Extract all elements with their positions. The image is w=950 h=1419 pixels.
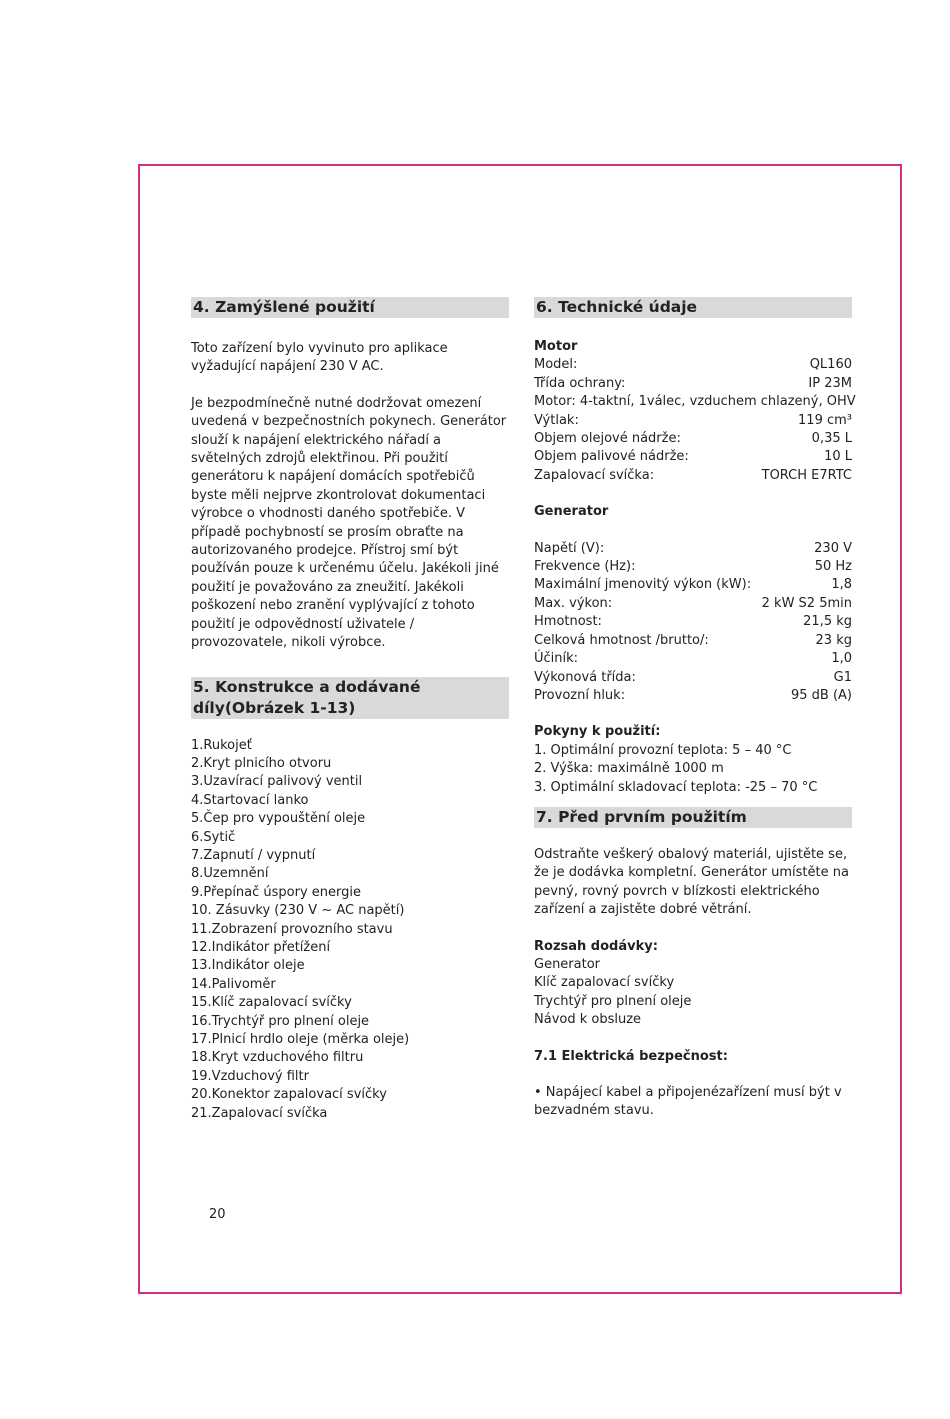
part-item: 21.Zapalovací svíčka: [191, 1105, 328, 1121]
part-item: 18.Kryt vzduchového filtru: [191, 1050, 364, 1066]
spec-row: [534, 650, 852, 668]
usage-list: [534, 742, 852, 797]
part-item: 5.Čep pro vypouštění oleje: [191, 811, 366, 827]
scope-title: Rozsah dodávky:: [534, 938, 658, 954]
part-item: 13.Indikátor oleje: [191, 958, 305, 974]
section-4-paragraph-2: Je bezpodmínečně nutné dodržovat omezení uvedená v bezpečnostních pokynech. Generátor slouží k napájení elektrického nářadí a světelných zdrojů elektřinou. Při použití generátoru k napájení domácích spotřebičů byste měli nejprve zkontrolovat dokumentaci výrobce o vhodnosti daného spotřebiče. V případě pochybností se prosím obraťte na autorizovaného prodejce. Přístroj smí být používán pouze k určenému účelu. Jakékoli jiné použití je považováno za zneužití. Jakékoli poškození nebo zranění vyplývající z tohoto použití je odpovědností uživatele / provozovatele, nikoli výrobce.: [191, 395, 507, 651]
spec-row: [534, 467, 852, 485]
scope-item: Trychtýř pro plnení oleje: [534, 993, 692, 1009]
spec-row: [534, 393, 856, 411]
spec-value: 95 dB (A): [790, 687, 852, 703]
spec-label: Napětí (V):: [534, 540, 605, 556]
spec-label: Motor: 4-taktní, 1válec, vzduchem chlazený, OHV: [534, 394, 856, 410]
section-7-1-title: 7.1 Elektrická bezpečnost:: [534, 1048, 728, 1064]
spec-label: Zapalovací svíčka:: [534, 467, 655, 483]
spec-label: Výtlak:: [534, 412, 579, 428]
page-number: 20: [209, 1207, 226, 1222]
part-item: 17.Plnicí hrdlo oleje (měrka oleje): [191, 1032, 410, 1047]
spec-label: Účiník:: [534, 651, 579, 667]
generator-title: Generator: [534, 504, 609, 520]
spec-label: Max. výkon:: [534, 595, 613, 611]
spec-value: G1: [833, 669, 852, 685]
section-4-paragraph-1: Toto zařízení bylo vyvinuto pro aplikace vyžadující napájení 230 V AC.: [191, 341, 448, 375]
spec-value: 119 cm³: [798, 412, 852, 428]
spec-label: Maximální jmenovitý výkon (kW):: [534, 577, 752, 593]
spec-row: [534, 576, 852, 594]
usage-item: 1. Optimální provozní teplota: 5 – 40 °C: [534, 742, 792, 758]
spec-value: 23 kg: [815, 632, 852, 648]
spec-value: TORCH E7RTC: [761, 467, 852, 483]
spec-value: 10 L: [824, 449, 852, 465]
spec-row: [534, 412, 852, 430]
spec-row: [534, 356, 852, 374]
motor-specs: [534, 356, 856, 485]
left-column: [191, 297, 509, 1123]
spec-label: Objem olejové nádrže:: [534, 431, 681, 447]
part-item: 2.Kryt plnicího otvoru: [191, 755, 332, 771]
part-item: 9.Přepínač úspory energie: [191, 884, 362, 900]
spec-label: Frekvence (Hz):: [534, 559, 636, 575]
spec-row: [534, 540, 852, 558]
generator-specs: [534, 540, 852, 706]
spec-row: [534, 448, 852, 466]
spec-row: [534, 595, 852, 613]
motor-title: Motor: [534, 339, 578, 354]
spec-label: Výkonová třída:: [534, 669, 636, 685]
section-6-title: 6. Technické údaje: [534, 297, 852, 318]
part-item: 19.Vzduchový filtr: [191, 1068, 309, 1084]
section-7-title: 7. Před prvním použitím: [534, 807, 852, 828]
section-5-title: 5. Konstrukce a dodávané díly(Obrázek 1-13): [191, 677, 509, 719]
spec-value: 50 Hz: [814, 559, 852, 575]
part-item: 14.Palivoměr: [191, 976, 276, 992]
spec-label: Celková hmotnost /brutto/:: [534, 632, 709, 648]
part-item: 4.Startovací lanko: [191, 792, 309, 808]
spec-row: [534, 613, 852, 631]
section-7-1-paragraph: • Napájecí kabel a připojenézařízení musí být v bezvadném stavu.: [534, 1085, 842, 1119]
spec-label: Provozní hluk:: [534, 687, 626, 703]
scope-item: Klíč zapalovací svíčky: [534, 975, 675, 991]
part-item: 12.Indikátor přetížení: [191, 939, 331, 955]
part-item: 15.Klíč zapalovací svíčky: [191, 995, 352, 1011]
spec-value: QL160: [809, 357, 852, 373]
part-item: 11.Zobrazení provozního stavu: [191, 921, 393, 937]
right-column: [534, 297, 856, 1121]
parts-list: [191, 737, 509, 1124]
scope-list: [534, 956, 852, 1030]
scope-item: Generator: [534, 956, 601, 972]
spec-row: [534, 687, 852, 705]
spec-value: IP 23M: [808, 375, 852, 391]
part-item: 1.Rukojeť: [191, 737, 252, 753]
scope-item: Návod k obsluze: [534, 1012, 642, 1028]
spec-row: [534, 430, 852, 448]
spec-label: Objem palivové nádrže:: [534, 449, 689, 465]
spec-value: 1,0: [831, 651, 852, 667]
spec-value: 1,8: [831, 577, 852, 593]
spec-value: 0,35 L: [811, 431, 852, 447]
part-item: 8.Uzemnění: [191, 866, 269, 882]
part-item: 7.Zapnutí / vypnutí: [191, 847, 316, 863]
spec-value: 2 kW S2 5min: [761, 595, 852, 611]
part-item: 20.Konektor zapalovací svíčky: [191, 1087, 387, 1103]
usage-item: 3. Optimální skladovací teplota: -25 – 70 °C: [534, 779, 818, 795]
spec-label: Třída ochrany:: [534, 375, 626, 391]
usage-item: 2. Výška: maximálně 1000 m: [534, 761, 724, 777]
spec-value: 21,5 kg: [803, 614, 852, 630]
spec-row: [534, 558, 852, 576]
part-item: 10. Zásuvky (230 V ~ AC napětí): [191, 903, 405, 919]
usage-title: Pokyny k použití:: [534, 724, 661, 740]
spec-row: [534, 632, 852, 650]
spec-row: [534, 669, 852, 687]
part-item: 3.Uzavírací palivový ventil: [191, 774, 363, 790]
part-item: 16.Trychtýř pro plnení oleje: [191, 1013, 370, 1029]
spec-label: Hmotnost:: [534, 614, 602, 630]
spec-row: [534, 375, 852, 393]
part-item: 6.Sytič: [191, 829, 236, 845]
spec-label: Model:: [534, 357, 578, 373]
section-7-paragraph: Odstraňte veškerý obalový materiál, ujistěte se, že je dodávka kompletní. Generátor umístěte na pevný, rovný povrch v blízkosti elektrického zařízení a zajistěte dobré větrání.: [534, 846, 849, 918]
section-4-title: 4. Zamýšlené použití: [191, 297, 509, 318]
spec-value: 230 V: [814, 540, 852, 556]
